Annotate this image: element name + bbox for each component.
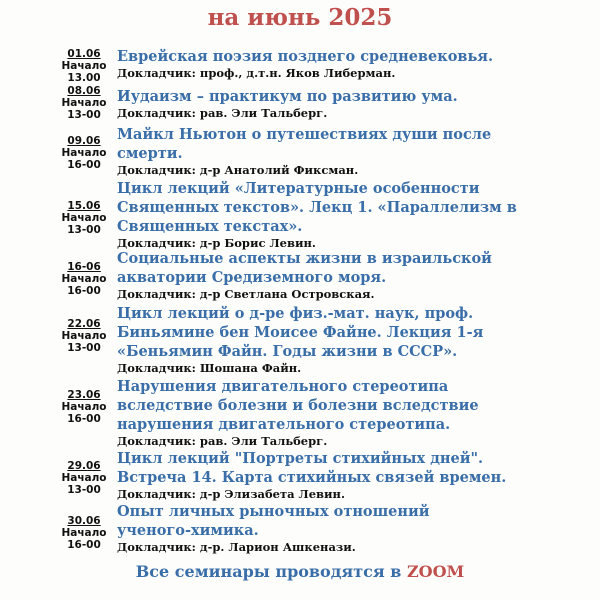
event-item	[0, 377, 600, 449]
event-date: 23.06	[67, 389, 101, 401]
event-start-label: Начало	[61, 472, 107, 484]
event-item	[0, 45, 600, 85]
event-title-line: нарушения двигательного стереотипа.	[117, 416, 451, 433]
event-date: 16-06	[67, 261, 101, 273]
event-title-line: акватории Средиземного моря.	[117, 269, 387, 286]
event-speaker: Докладчик: д-р Светлана Островская.	[117, 287, 375, 301]
footer-text: Все семинары проводятся в	[135, 562, 402, 581]
event-content	[117, 249, 587, 302]
event-content	[117, 304, 587, 376]
footer-note	[0, 562, 600, 581]
event-date-block	[56, 515, 112, 551]
event-title-line: Цикл лекций «Литературные особенности	[117, 180, 480, 197]
event-start-label: Начало	[61, 97, 107, 109]
event-date-block	[56, 135, 112, 171]
event-item	[0, 179, 600, 251]
event-time: 13-00	[67, 224, 101, 236]
event-speaker: Докладчик: рав. Эли Тальберг.	[117, 106, 328, 120]
event-title-line: вследствие болезни и болезни вследствие	[117, 397, 479, 414]
event-date: 30.06	[67, 515, 101, 527]
event-title-line: Биньямине бен Моисее Файне. Лекция 1-я	[117, 324, 484, 341]
event-title-line: Социальные аспекты жизни в израильской	[117, 250, 492, 267]
event-item	[0, 83, 600, 123]
event-content	[117, 377, 587, 449]
event-date-block	[56, 200, 112, 236]
event-start-label: Начало	[61, 401, 107, 413]
event-start-label: Начало	[61, 273, 107, 285]
event-speaker: Докладчик: проф., д.т.н. Яков Либерман.	[117, 66, 396, 80]
event-date: 08.06	[67, 85, 101, 97]
event-title-line: «Беньямин Файн. Годы жизни в СССР».	[117, 343, 458, 360]
event-date: 29.06	[67, 460, 101, 472]
event-content	[117, 47, 587, 81]
event-speaker: Докладчик: д-р Элизабета Левин.	[117, 487, 345, 501]
event-time: 16-00	[67, 413, 101, 425]
event-date: 22.06	[67, 318, 101, 330]
event-title-line: Священных текстов». Лекц 1. «Параллелизм в	[117, 199, 517, 216]
event-title-line: Цикл лекций "Портреты стихийных дней".	[117, 450, 484, 467]
event-item	[0, 502, 600, 558]
event-title-line: Цикл лекций о д-ре физ.-мат. наук, проф.	[117, 305, 474, 322]
event-date: 01.06	[67, 48, 101, 60]
event-title-line: Еврейская поэзия позднего средневековья.	[117, 48, 494, 65]
event-title-line: Опыт личных рыночных отношений	[117, 503, 430, 520]
event-item	[0, 449, 600, 505]
footer-zoom: ZOOM	[406, 562, 465, 581]
event-content	[117, 449, 587, 502]
event-speaker: Докладчик: Шошана Файн.	[117, 361, 302, 375]
event-content	[117, 87, 587, 121]
event-speaker: Докладчик: д-р Анатолий Фиксман.	[117, 163, 359, 177]
event-start-label: Начало	[61, 330, 107, 342]
event-time: 16-00	[67, 159, 101, 171]
event-speaker: Докладчик: д-р Борис Левин.	[117, 236, 316, 250]
event-title-line: смерти.	[117, 145, 183, 162]
event-start-label: Начало	[61, 60, 107, 72]
event-date-block	[56, 460, 112, 496]
event-date-block	[56, 48, 112, 84]
event-title-line: Встреча 14. Карта стихийных связей времен.	[117, 469, 507, 486]
event-title-line: Священных текстах».	[117, 218, 303, 235]
event-content	[117, 125, 587, 178]
event-item	[0, 249, 600, 305]
event-time: 13-00	[67, 342, 101, 354]
event-start-label: Начало	[61, 527, 107, 539]
event-title-line: Нарушения двигательного стереотипа	[117, 378, 449, 395]
event-item	[0, 304, 600, 376]
event-start-label: Начало	[61, 147, 107, 159]
event-content	[117, 179, 587, 251]
event-time: 13.00	[67, 72, 101, 84]
event-content	[117, 502, 587, 555]
event-time: 16-00	[67, 285, 101, 297]
event-time: 13-00	[67, 484, 101, 496]
event-time: 13-00	[67, 109, 101, 121]
event-date: 15.06	[67, 200, 101, 212]
event-date: 09.06	[67, 135, 101, 147]
event-title-line: Майкл Ньютон о путешествиях души после	[117, 126, 492, 143]
page-subtitle: на июнь 2025	[207, 4, 393, 31]
event-speaker: Докладчик: д-р. Ларион Ашкенази.	[117, 540, 356, 554]
event-title-line: Иудаизм – практикум по развитию ума.	[117, 88, 458, 105]
event-title-line: ученого-химика.	[117, 522, 259, 539]
event-date-block	[56, 389, 112, 425]
event-start-label: Начало	[61, 212, 107, 224]
event-date-block	[56, 261, 112, 297]
event-item	[0, 125, 600, 181]
event-time: 16-00	[67, 539, 101, 551]
event-speaker: Докладчик: рав. Эли Тальберг.	[117, 434, 328, 448]
event-date-block	[56, 85, 112, 121]
event-date-block	[56, 318, 112, 354]
